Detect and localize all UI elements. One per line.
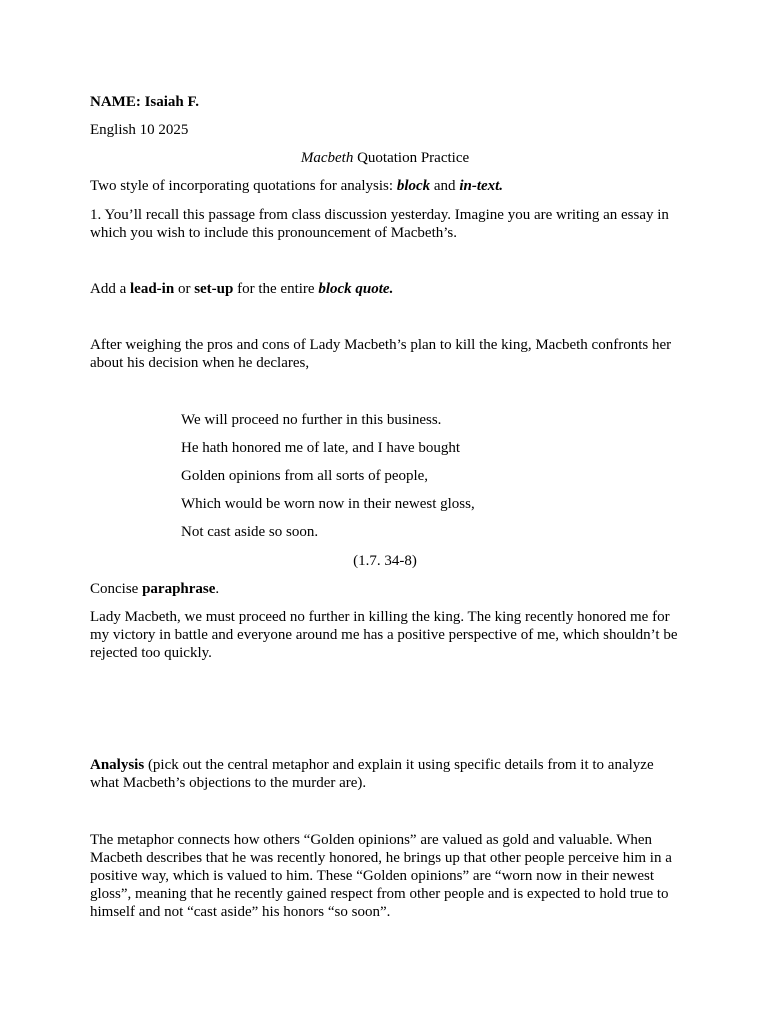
question-1: 1. You’ll recall this passage from class discussion yesterday. Imagine you are writing an essay in which you wish to include this pronouncement of Macbeth’s. (90, 207, 669, 241)
citation: (1.7. 34-8) (353, 553, 417, 569)
leadin-prompt: Add a lead-in or set-up for the entire block quote. (90, 281, 394, 297)
quote-line-4: Which would be worn now in their newest gloss, (181, 496, 475, 512)
quote-line-3: Golden opinions from all sorts of people, (181, 468, 429, 484)
quote-line-2: He hath honored me of late, and I have bought (181, 440, 461, 456)
student-name: NAME: Isaiah F. (90, 94, 200, 110)
title-rest: Quotation Practice (353, 150, 470, 166)
document-title (90, 149, 680, 167)
course-line: English 10 2025 (90, 122, 189, 138)
analysis-answer: The metaphor connects how others “Golden opinions” are valued as gold and valuable. When Macbeth describes that he was recently honored, he brings up that other people perceive him in a positive way, which is valued to him. These “Golden opinions” are “worn now in their newest gloss”, meaning that he recently gained respect from other people and is expected to hold true to himself and not “cast aside” his honors “so soon”. (90, 832, 672, 920)
analysis-prompt: Analysis (pick out the central metaphor and explain it using specific details from it to analyze what Macbeth’s objections to the murder are). (90, 757, 654, 791)
paraphrase-answer: Lady Macbeth, we must proceed no further in killing the king. The king recently honored me for my victory in battle and everyone around me has a positive perspective of me, which shouldn’t be rejected too quickly. (90, 609, 678, 661)
leadin-answer: After weighing the pros and cons of Lady Macbeth’s plan to kill the king, Macbeth confronts her about his decision when he declares, (90, 337, 672, 371)
intext-term: in-text. (459, 178, 504, 194)
quote-line-5: Not cast aside so soon. (181, 524, 319, 540)
title-italic: Macbeth (300, 150, 354, 166)
intro-line: Two style of incorporating quotations for analysis: block and in-text. (90, 178, 504, 194)
block-term: block (396, 178, 431, 194)
quote-line-1: We will proceed no further in this business. (181, 412, 442, 428)
paraphrase-prompt: Concise paraphrase. (90, 581, 220, 597)
